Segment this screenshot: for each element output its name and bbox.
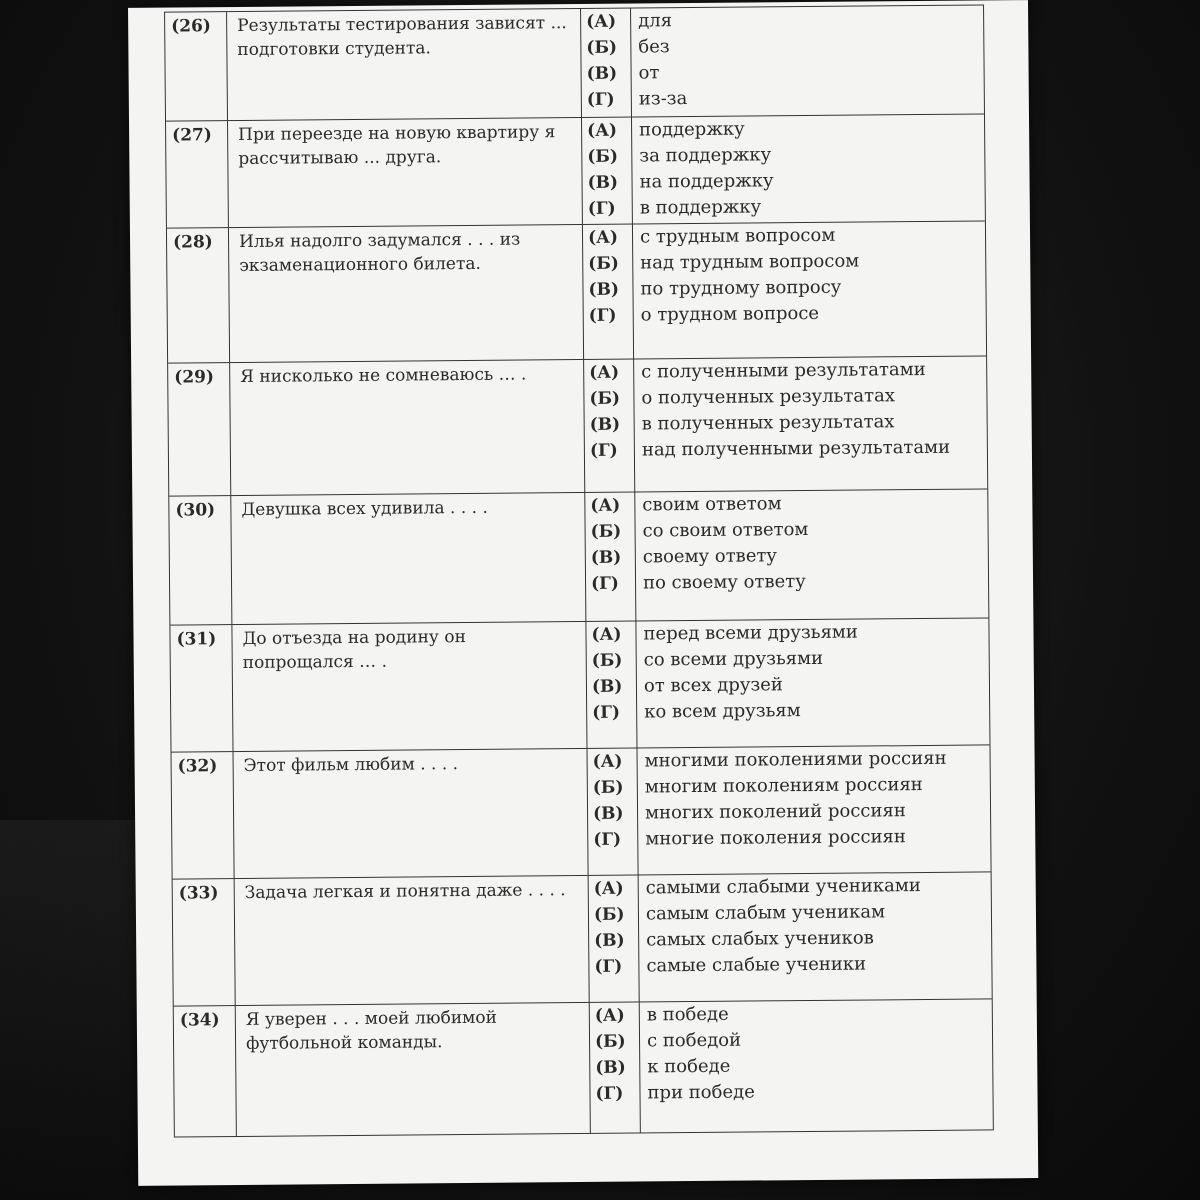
option-text: с полученными результатами	[641, 358, 926, 383]
option-text: от	[638, 62, 660, 84]
option-text: многие поколения россиян	[645, 826, 906, 850]
option-text: своим ответом	[642, 493, 782, 516]
option-text: ко всем друзьям	[644, 700, 801, 723]
option-letters	[588, 749, 639, 875]
question-row	[167, 221, 986, 363]
option-letters	[582, 118, 633, 224]
question-text: Я нисколько не сомневаюсь … .	[230, 360, 585, 495]
option-letter: (В)	[595, 1057, 626, 1078]
option-text: без	[638, 36, 670, 58]
question-text: Девушка всех удивила . . . .	[231, 493, 586, 624]
question-text: Этот фильм любим . . . .	[234, 749, 589, 878]
option-letter: (Г)	[594, 956, 623, 977]
question-row	[173, 872, 992, 1006]
option-letter: (В)	[592, 803, 624, 824]
question-text: До отъезда на родину он попрощался … .	[232, 622, 587, 751]
question-row	[168, 356, 987, 496]
question-text: Задача легкая и понятна даже . . . .	[235, 876, 590, 1005]
test-sheet	[128, 0, 1038, 1186]
option-list	[633, 221, 986, 358]
option-letters	[583, 225, 634, 359]
question-text: Илья надолго задумался . . . из экзаменационного билета.	[229, 225, 584, 362]
question-number: (31)	[170, 625, 233, 752]
option-letter: (В)	[590, 547, 622, 568]
option-letter: (Б)	[588, 253, 619, 274]
option-letters	[589, 876, 640, 1002]
option-list	[640, 999, 993, 1132]
option-text: к победе	[647, 1055, 731, 1078]
option-text: с трудным вопросом	[639, 224, 836, 248]
question-number: (26)	[165, 12, 228, 121]
option-list	[632, 114, 985, 223]
option-text: со всеми друзьями	[643, 647, 824, 671]
option-text: о полученных результатах	[641, 385, 896, 409]
option-text: в победе	[646, 1003, 729, 1026]
question-number: (30)	[169, 496, 232, 625]
option-letters	[584, 360, 635, 492]
option-text: в поддержку	[639, 196, 762, 219]
option-letter: (В)	[589, 414, 621, 435]
option-letters	[581, 9, 632, 117]
option-list	[639, 872, 992, 1001]
option-letter: (А)	[590, 495, 621, 516]
option-letters	[586, 622, 637, 748]
option-text: с победой	[646, 1029, 742, 1052]
option-list	[631, 5, 984, 116]
option-letter: (А)	[591, 624, 622, 645]
option-letter: (А)	[589, 362, 620, 383]
question-row	[166, 114, 985, 228]
question-table	[164, 4, 994, 1137]
question-row	[170, 618, 989, 752]
option-text: за поддержку	[639, 144, 772, 167]
option-letter: (Б)	[590, 521, 622, 542]
option-text: многим поколениям россиян	[644, 774, 923, 798]
option-list	[634, 356, 987, 491]
option-letter: (Г)	[587, 198, 616, 219]
option-list	[635, 489, 988, 620]
option-letter: (Г)	[586, 89, 615, 110]
option-letter: (А)	[594, 1005, 625, 1026]
option-letter: (Б)	[587, 146, 619, 167]
option-text: на поддержку	[639, 170, 774, 193]
question-text: При переезде на новую квартиру я рассчитываю ... друга.	[228, 118, 583, 227]
option-text: со своим ответом	[642, 519, 809, 542]
option-text: самые слабые ученики	[646, 953, 867, 977]
question-number: (28)	[167, 228, 230, 363]
option-letter: (А)	[593, 878, 624, 899]
question-text: Я уверен . . . моей любимой футбольной команды.	[236, 1003, 591, 1136]
option-letter: (Б)	[594, 1031, 626, 1052]
option-letter: (Б)	[586, 37, 618, 58]
option-text: для	[638, 10, 673, 32]
option-text: над полученными результатами	[641, 436, 951, 461]
option-letter: (В)	[594, 930, 625, 951]
option-letter: (Б)	[593, 904, 625, 925]
option-text: самыми слабыми учениками	[645, 875, 921, 899]
option-letter: (В)	[588, 279, 620, 300]
option-text: над трудным вопросом	[640, 250, 860, 274]
option-letter: (А)	[587, 227, 619, 248]
option-letter: (В)	[591, 676, 623, 697]
question-number: (32)	[172, 752, 235, 879]
option-text: о трудном вопросе	[640, 302, 820, 326]
option-text: от всех друзей	[643, 674, 783, 697]
option-letter: (Б)	[592, 777, 624, 798]
option-text: своему ответу	[642, 545, 778, 568]
option-letter: (В)	[586, 63, 618, 84]
option-letter: (В)	[587, 172, 619, 193]
option-letter: (Г)	[592, 702, 621, 723]
question-row	[172, 745, 991, 879]
option-letter: (Г)	[590, 573, 619, 594]
option-text: многих поколений россиян	[644, 800, 906, 824]
question-number: (27)	[166, 121, 229, 228]
option-letters	[585, 493, 636, 621]
option-list	[636, 618, 989, 747]
option-letter: (Г)	[589, 440, 618, 461]
option-letter: (Б)	[589, 388, 621, 409]
option-text: при победе	[647, 1081, 755, 1104]
option-letters	[590, 1002, 641, 1132]
question-row	[174, 999, 993, 1137]
question-row	[169, 489, 988, 625]
option-text: по своему ответу	[642, 571, 806, 594]
question-number: (33)	[173, 879, 236, 1006]
question-text: Результаты тестирования зависят ... подготовки студента.	[227, 9, 582, 120]
option-text: самым слабым ученикам	[645, 901, 886, 925]
option-text: поддержку	[639, 118, 745, 141]
option-letter: (А)	[592, 751, 623, 772]
question-row	[165, 4, 984, 121]
option-text: по трудному вопросу	[640, 276, 842, 300]
option-letter: (А)	[586, 11, 617, 32]
option-text: многими поколениями россиян	[644, 747, 947, 772]
option-text: самых слабых учеников	[646, 927, 874, 951]
question-number: (34)	[174, 1006, 237, 1137]
option-text: из-за	[638, 88, 688, 110]
option-letter: (Б)	[591, 650, 623, 671]
option-letter: (Г)	[595, 1083, 624, 1104]
option-text: в полученных результатах	[641, 411, 895, 435]
option-letter: (А)	[587, 120, 618, 141]
option-letter: (Г)	[593, 829, 622, 850]
question-number: (29)	[168, 363, 231, 496]
option-letter: (Г)	[588, 305, 617, 326]
option-list	[637, 745, 990, 874]
option-text: перед всеми друзьями	[643, 621, 858, 645]
